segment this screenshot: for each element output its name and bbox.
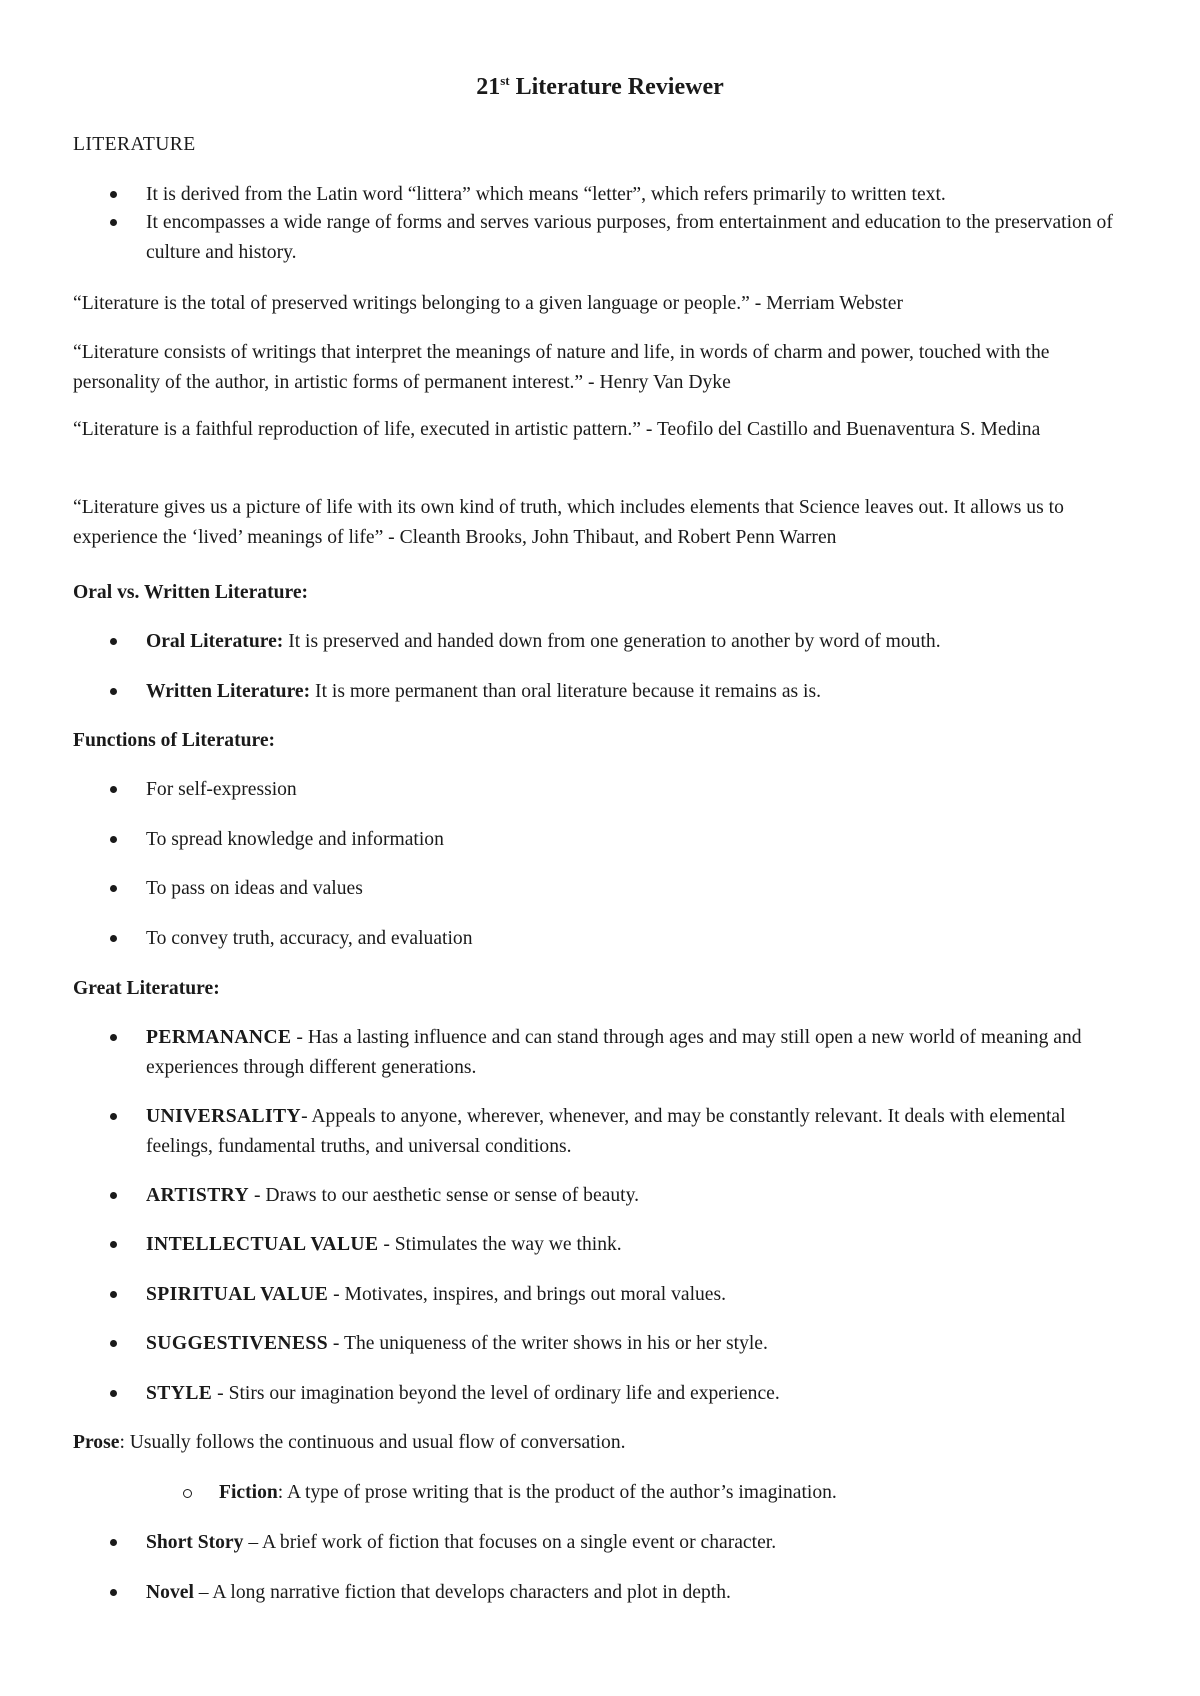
function-item: To convey truth, accuracy, and evaluation	[146, 928, 473, 949]
great-literature-item	[146, 1102, 1116, 1161]
great-text: - Has a lasting influence and can stand through ages and may still open a new world of meaning and experiences through different generations.	[146, 1027, 1082, 1078]
quote-merriam-webster: “Literature is the total of preserved writings belonging to a given language or people.” - Merriam Webster	[73, 293, 903, 314]
prose-type-item	[146, 1528, 1116, 1558]
bullet-icon	[110, 219, 117, 226]
prose-text: : Usually follows the continuous and usual flow of conversation.	[119, 1432, 626, 1453]
title-number: 21	[476, 74, 501, 100]
bullet-icon	[110, 1291, 117, 1298]
quote-castillo-medina: “Literature is a faithful reproduction of life, executed in artistic pattern.” - Teofilo del Castillo and Buenaventura S. Medina	[73, 419, 1041, 440]
oral-literature-item	[146, 627, 1116, 657]
short-story-term: Short Story	[146, 1532, 244, 1553]
great-text: - Draws to our aesthetic sense or sense of beauty.	[249, 1185, 640, 1206]
title-superscript: st	[500, 73, 510, 88]
bullet-icon	[110, 1390, 117, 1397]
great-term: UNIVERSALITY	[146, 1106, 302, 1127]
bullet-icon	[110, 1340, 117, 1347]
title-text: Literature Reviewer	[509, 74, 724, 100]
written-literature-term: Written Literature:	[146, 681, 311, 702]
great-text: - Stimulates the way we think.	[378, 1234, 622, 1255]
fiction-text: : A type of prose writing that is the product of the author’s imagination.	[277, 1482, 837, 1503]
bullet-icon	[110, 1589, 117, 1596]
great-literature-item	[146, 1379, 1116, 1409]
literature-bullet-1: It is derived from the Latin word “littera” which means “letter”, which refers primarily to written text.	[146, 184, 946, 205]
oral-literature-text: It is preserved and handed down from one generation to another by word of mouth.	[283, 631, 941, 652]
great-text: - The uniqueness of the writer shows in his or her style.	[328, 1333, 768, 1354]
bullet-icon	[110, 1539, 117, 1546]
written-literature-text: It is more permanent than oral literature because it remains as is.	[310, 681, 822, 702]
great-term: ARTISTRY	[146, 1185, 250, 1206]
great-literature-item	[146, 1181, 1116, 1211]
great-literature-item	[146, 1230, 1116, 1260]
quote-henry-van-dyke: “Literature consists of writings that interpret the meanings of nature and life, in words of charm and power, touched with the personality of the author, in artistic forms of permanent interest.” - Henry Van Dyke	[73, 342, 1050, 393]
literature-bullet-2: It encompasses a wide range of forms and serves various purposes, from entertainment and education to the preservation of culture and history.	[146, 212, 1113, 263]
bullet-icon	[110, 935, 117, 942]
novel-term: Novel	[146, 1582, 194, 1603]
great-literature-item	[146, 1023, 1116, 1082]
function-item: To spread knowledge and information	[146, 829, 444, 850]
bullet-icon	[110, 688, 117, 695]
bullet-icon	[110, 1192, 117, 1199]
bullet-icon	[110, 786, 117, 793]
prose-type-item	[146, 1578, 1116, 1608]
novel-text: – A long narrative fiction that develops characters and plot in depth.	[193, 1582, 731, 1603]
great-term: SUGGESTIVENESS	[146, 1333, 329, 1354]
short-story-text: – A brief work of fiction that focuses on a single event or character.	[243, 1532, 777, 1553]
heading-functions: Functions of Literature:	[73, 730, 276, 751]
bullet-icon	[110, 836, 117, 843]
written-literature-item	[146, 677, 1116, 707]
bullet-icon	[110, 1113, 117, 1120]
bullet-icon	[110, 191, 117, 198]
great-term: SPIRITUAL VALUE	[146, 1284, 329, 1305]
bullet-icon	[110, 885, 117, 892]
great-literature-item	[146, 1280, 1116, 1310]
heading-oral-written: Oral vs. Written Literature:	[73, 582, 309, 603]
great-term: PERMANANCE	[146, 1027, 292, 1048]
great-text: - Motivates, inspires, and brings out moral values.	[328, 1284, 727, 1305]
great-term: STYLE	[146, 1383, 213, 1404]
bullet-icon	[110, 1241, 117, 1248]
great-text: - Appeals to anyone, wherever, whenever, and may be constantly relevant. It deals with elemental feelings, fundamental truths, and universal conditions.	[146, 1106, 1066, 1157]
oral-literature-term: Oral Literature:	[146, 631, 284, 652]
function-item: To pass on ideas and values	[146, 878, 363, 899]
document-title	[0, 72, 1200, 102]
great-literature-item	[146, 1329, 1116, 1359]
bullet-icon	[110, 638, 117, 645]
prose-definition	[73, 1428, 1133, 1458]
fiction-item	[219, 1478, 1119, 1508]
heading-literature: LITERATURE	[73, 134, 196, 155]
function-item: For self-expression	[146, 779, 297, 800]
hollow-bullet-icon	[183, 1489, 192, 1498]
fiction-term: Fiction	[219, 1482, 278, 1503]
heading-great-literature: Great Literature:	[73, 978, 220, 999]
great-term: INTELLECTUAL VALUE	[146, 1234, 379, 1255]
bullet-icon	[110, 1034, 117, 1041]
prose-term: Prose	[73, 1432, 120, 1453]
great-text: - Stirs our imagination beyond the level of ordinary life and experience.	[212, 1383, 780, 1404]
quote-brooks-thibaut-warren: “Literature gives us a picture of life with its own kind of truth, which includes elements that Science leaves out. It allows us to experience the ‘lived’ meanings of life” - Cleanth Brooks, John Thibaut, and Robert Penn Warren	[73, 497, 1064, 548]
